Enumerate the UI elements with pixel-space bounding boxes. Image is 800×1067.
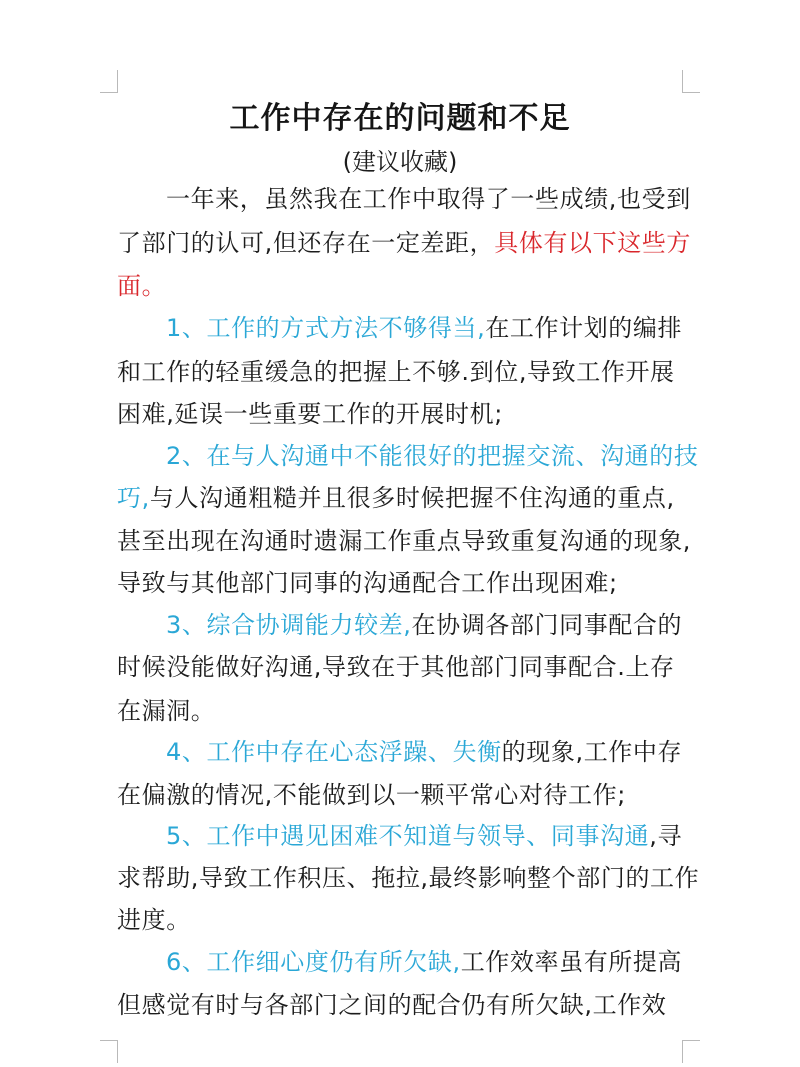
item-text: 和工作的轻重缓急的把握上不够.到位,导致工作开展	[117, 358, 675, 386]
item-2-line-1	[166, 441, 746, 471]
item-heading: 4、工作中存在心态浮躁、失衡	[166, 738, 502, 766]
item-6-line-2	[117, 990, 697, 1020]
item-2-line-4	[117, 568, 697, 598]
intro-line-2	[117, 228, 697, 258]
item-text: 进度。	[117, 906, 191, 934]
item-heading: 5、工作中遇见困难不知道与领导、同事沟通	[166, 822, 650, 850]
item-heading: 2、在与人沟通中不能很好的把握交流、沟通的技	[166, 442, 699, 470]
intro-line-1	[166, 184, 746, 214]
intro-text: 一年来，虽然我在工作中取得了一些成绩,也受到	[166, 185, 691, 213]
document-title: 工作中存在的问题和不足	[229, 101, 571, 136]
item-3-line-3	[117, 696, 697, 726]
item-text: 导致与其他部门同事的沟通配合工作出现困难;	[117, 569, 618, 597]
crop-mark-top-right	[682, 70, 700, 93]
item-text: 在偏激的情况,不能做到以一颗平常心对待工作;	[117, 781, 626, 809]
item-text: 但感觉有时与各部门之间的配合仍有所欠缺,工作效	[117, 991, 667, 1019]
item-1-line-1	[166, 313, 746, 343]
item-3-line-2	[117, 652, 697, 682]
item-text: 求帮助,导致工作积压、拖拉,最终影响整个部门的工作	[117, 864, 700, 892]
item-text: 在协调各部门同事配合的	[411, 611, 683, 639]
item-2-line-2	[117, 483, 697, 513]
crop-mark-bottom-right	[682, 1040, 700, 1063]
item-text: 在漏洞。	[117, 697, 216, 725]
item-heading: 3、综合协调能力较差,	[166, 611, 412, 639]
item-text: 与人沟通粗糙并且很多时候把握不住沟通的重点,	[149, 484, 675, 512]
item-5-line-2	[117, 863, 700, 893]
item-5-line-1	[166, 821, 746, 851]
item-6-line-1	[166, 947, 746, 977]
document-subtitle: (建议收藏)	[342, 148, 458, 176]
crop-mark-top-left	[100, 70, 118, 93]
intro-highlight: 具体有以下这些方	[494, 229, 692, 257]
item-text: 困难,延误一些重要工作的开展时机;	[117, 400, 503, 428]
intro-text: 了部门的认可,但还存在一定差距，	[117, 229, 495, 257]
intro-line-3	[117, 271, 697, 301]
item-text: 工作效率虽有所提高	[460, 948, 683, 976]
intro-highlight: 面。	[117, 272, 167, 300]
item-5-line-3	[117, 905, 697, 935]
crop-mark-bottom-left	[100, 1040, 118, 1063]
item-heading: 6、工作细心度仍有所欠缺,	[166, 948, 461, 976]
item-text: 在工作计划的编排	[485, 314, 683, 342]
item-1-line-3	[117, 399, 697, 429]
item-text: 时候没能做好沟通,导致在于其他部门同事配合.上存	[117, 653, 675, 681]
item-heading: 1、工作的方式方法不够得当,	[166, 314, 486, 342]
item-heading: 巧,	[117, 484, 150, 512]
item-text: 的现象,工作中存	[501, 738, 683, 766]
item-4-line-2	[117, 780, 697, 810]
item-4-line-1	[166, 737, 746, 767]
item-3-line-1	[166, 610, 746, 640]
item-1-line-2	[117, 357, 697, 387]
item-text: ,寻	[649, 822, 683, 850]
item-text: 甚至出现在沟通时遗漏工作重点导致重复沟通的现象,	[117, 527, 692, 555]
item-2-line-3	[117, 526, 697, 556]
